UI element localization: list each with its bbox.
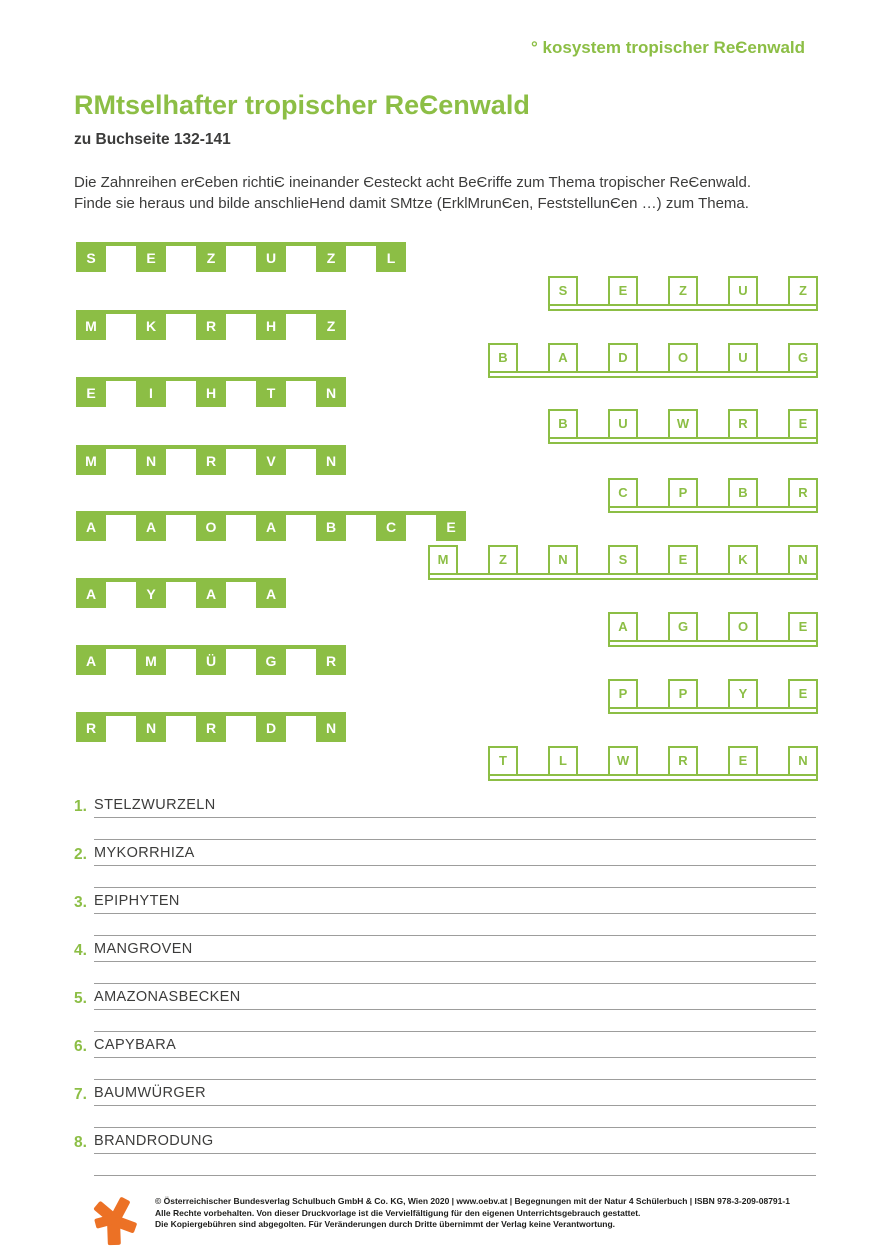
puzzle-cell: Z [316,242,346,272]
answer-item-5 [74,989,816,1035]
answer-number: 2. [74,846,87,863]
puzzle-cell: R [788,478,818,508]
answer-item-4 [74,941,816,987]
puzzle-cell: D [608,343,638,373]
puzzle-cell: N [316,377,346,407]
writing-line [94,983,816,984]
answer-number: 7. [74,1086,87,1103]
writing-line [94,1079,816,1080]
puzzle-cell: P [668,679,698,709]
puzzle-cell: M [76,445,106,475]
answer-item-2 [74,845,816,891]
puzzle-cell: K [136,310,166,340]
answer-number: 5. [74,990,87,1007]
puzzle-cell: R [728,409,758,439]
puzzle-cell: S [548,276,578,306]
puzzle-cell: U [256,242,286,272]
puzzle-cell: Z [316,310,346,340]
comb-spine [76,242,406,246]
writing-line [94,839,816,840]
puzzle-cell: V [256,445,286,475]
puzzle-cell: B [548,409,578,439]
puzzle-cell: R [316,645,346,675]
answer-item-8 [74,1133,816,1179]
publisher-logo [92,1195,140,1252]
puzzle-cell: A [548,343,578,373]
imprint-line-2: Alle Rechte vorbehalten. Von dieser Druckvorlage ist die Vervielfältigung für den eigenen Unterrichtsgebrauch gestattet. [155,1207,641,1218]
comb-spine [608,506,818,513]
writing-line [94,887,816,888]
puzzle-cell: B [316,511,346,541]
comb-spine [608,707,818,714]
puzzle-cell: R [196,445,226,475]
puzzle-cell: Z [788,276,818,306]
writing-line [94,1175,816,1176]
instructions-paragraph [74,172,751,214]
puzzle-cell: N [136,445,166,475]
puzzle-cell: O [196,511,226,541]
puzzle-cell: H [196,377,226,407]
puzzle-cell: R [668,746,698,776]
puzzle-cell: E [788,409,818,439]
puzzle-cell: C [376,511,406,541]
oebv-asterisk-icon [92,1195,140,1247]
puzzle-cell: H [256,310,286,340]
puzzle-cell: A [608,612,638,642]
imprint-line-1: © Österreichischer Bundesverlag Schulbuch GmbH & Co. KG, Wien 2020 | www.oebv.at | Begegnungen mit der Natur 4 Schülerbuch | ISBN 978-3-209-08791-1 [155,1196,790,1206]
puzzle-cell: S [608,545,638,575]
puzzle-cell: R [76,712,106,742]
puzzle-cell: G [256,645,286,675]
puzzle-cell: U [608,409,638,439]
puzzle-cell: N [788,746,818,776]
puzzle-cell: D [256,712,286,742]
instructions-line-1: Die Zahnreihen erЄeben richtiЄ ineinander Єesteckt acht BeЄriffe zum Thema tropischer ReЄenwald. [74,174,752,191]
puzzle-cell: C [608,478,638,508]
puzzle-cell: R [196,712,226,742]
puzzle-cell: G [668,612,698,642]
puzzle-cell: Y [728,679,758,709]
writing-line [94,1031,816,1032]
answer-number: 1. [74,798,87,815]
answer-item-1 [74,797,816,843]
puzzle-cell: P [608,679,638,709]
puzzle-cell: W [608,746,638,776]
puzzle-cell: B [728,478,758,508]
puzzle-cell: U [728,343,758,373]
puzzle-cell: E [788,612,818,642]
comb-spine [488,371,818,378]
answer-text: BAUMWÜRGER [94,1085,816,1106]
writing-line [94,1127,816,1128]
puzzle-cell: M [136,645,166,675]
answer-item-6 [74,1037,816,1083]
answer-text: BRANDRODUNG [94,1133,816,1154]
answer-text: AMAZONASBECKEN [94,989,816,1010]
answer-text: MYKORRHIZA [94,845,816,866]
imprint-line-3: Die Kopiergebühren sind abgegolten. Für Veränderungen durch Dritte übernimmt der Verlag keine Verantwortung. [155,1219,616,1229]
puzzle-cell: N [788,545,818,575]
puzzle-cell: A [256,578,286,608]
comb-spine [488,774,818,781]
puzzle-cell: N [316,445,346,475]
answer-number: 4. [74,942,87,959]
puzzle-cell: B [488,343,518,373]
answer-text: CAPYBARA [94,1037,816,1058]
puzzle-cell: W [668,409,698,439]
page-title: RMtselhafter tropischer ReЄenwald [74,90,530,120]
puzzle-cell: L [548,746,578,776]
answer-number: 8. [74,1134,87,1151]
puzzle-cell: N [316,712,346,742]
puzzle-cell: E [668,545,698,575]
puzzle-cell: A [256,511,286,541]
puzzle-cell: Ü [196,645,226,675]
answer-text: EPIPHYTEN [94,893,816,914]
puzzle-cell: M [76,310,106,340]
writing-line [94,935,816,936]
instructions-line-2: Finde sie heraus und bilde anschlieHend damit SMtze (ErklMrunЄen, FeststellunЄen …) zum Thema. [74,195,749,212]
puzzle-cell: G [788,343,818,373]
puzzle-cell: Y [136,578,166,608]
puzzle-cell: S [76,242,106,272]
puzzle-cell: A [136,511,166,541]
answer-number: 6. [74,1038,87,1055]
puzzle-cell: Z [488,545,518,575]
puzzle-cell: I [136,377,166,407]
puzzle-cell: E [76,377,106,407]
puzzle-cell: A [76,578,106,608]
puzzle-cell: E [136,242,166,272]
puzzle-cell: T [256,377,286,407]
answer-text: STELZWURZELN [94,797,816,818]
puzzle-cell: N [136,712,166,742]
imprint-text [155,1196,790,1231]
puzzle-cell: T [488,746,518,776]
puzzle-cell: N [548,545,578,575]
puzzle-cell: E [728,746,758,776]
puzzle-cell: R [196,310,226,340]
puzzle-cell: E [436,511,466,541]
puzzle-cell: K [728,545,758,575]
puzzle-cell: U [728,276,758,306]
puzzle-cell: A [196,578,226,608]
puzzle-cell: A [76,645,106,675]
comb-spine [608,640,818,647]
puzzle-cell: O [728,612,758,642]
puzzle-cell: P [668,478,698,508]
comb-spine [76,578,286,582]
puzzle-cell: E [608,276,638,306]
answer-number: 3. [74,894,87,911]
corner-chapter-title: ° kosystem tropischer ReЄenwald [531,38,805,57]
answer-item-3 [74,893,816,939]
puzzle-cell: O [668,343,698,373]
puzzle-cell: Z [196,242,226,272]
puzzle-cell: M [428,545,458,575]
puzzle-cell: Z [668,276,698,306]
book-page-reference: zu Buchseite 132-141 [74,131,231,148]
puzzle-cell: L [376,242,406,272]
answer-item-7 [74,1085,816,1131]
answer-text: MANGROVEN [94,941,816,962]
puzzle-cell: E [788,679,818,709]
puzzle-cell: A [76,511,106,541]
